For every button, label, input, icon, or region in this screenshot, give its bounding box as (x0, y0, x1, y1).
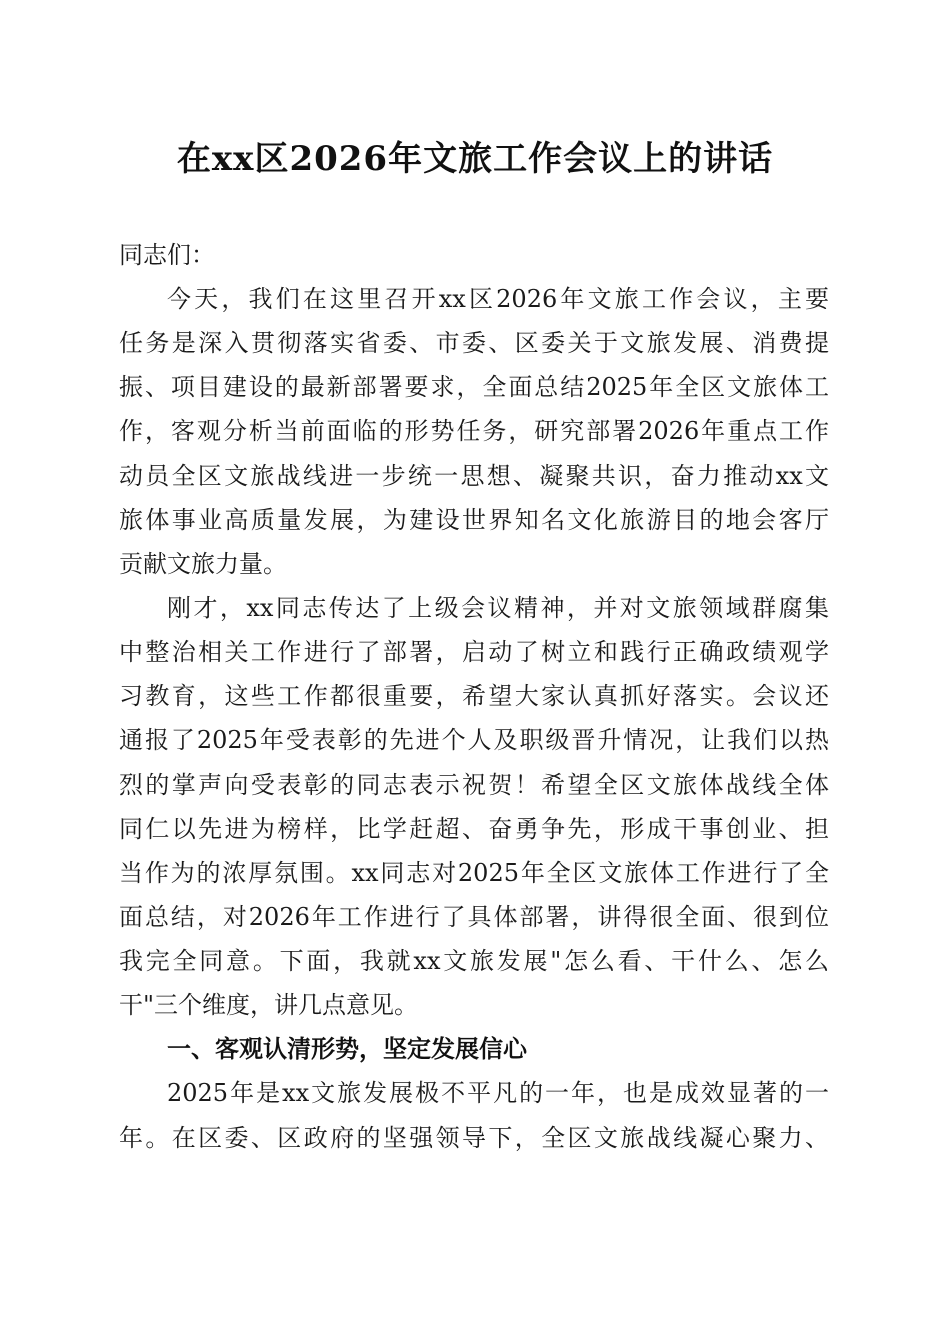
para2-line: 面总结，对2026年工作进行了具体部署，讲得很全面、很到位 (119, 903, 829, 931)
para3-line: 年。在区委、区政府的坚强领导下，全区文旅战线凝心聚力、 (119, 1124, 829, 1152)
para2-line: 我完全同意。下面，我就xx文旅发展"怎么看、干什么、怎么 (119, 947, 829, 975)
para1-line: 贡献文旅力量。 (119, 550, 287, 578)
para2-line: 同仁以先进为榜样，比学赶超、奋勇争先，形成干事创业、担 (119, 815, 829, 843)
para1-line: 旅体事业高质量发展，为建设世界知名文化旅游目的地会客厅 (119, 506, 829, 534)
para3-line: 2025年是xx文旅发展极不平凡的一年，也是成效显著的一 (167, 1079, 829, 1107)
para2-line: 刚才，xx同志传达了上级会议精神，并对文旅领域群腐集 (167, 594, 829, 622)
section-heading: 一、客观认清形势，坚定发展信心 (167, 1035, 527, 1063)
salutation: 同志们： (119, 241, 215, 269)
para2-line: 中整治相关工作进行了部署，启动了树立和践行正确政绩观学 (119, 638, 829, 666)
para2-line: 习教育，这些工作都很重要，希望大家认真抓好落实。会议还 (119, 682, 829, 710)
para1-line: 作，客观分析当前面临的形势任务，研究部署2026年重点工作 (119, 417, 829, 445)
para1-line: 任务是深入贯彻落实省委、市委、区委关于文旅发展、消费提 (119, 329, 829, 357)
para1-line: 动员全区文旅战线进一步统一思想、凝聚共识，奋力推动xx文 (119, 462, 829, 490)
para1-line: 振、项目建设的最新部署要求，全面总结2025年全区文旅体工 (119, 373, 829, 401)
para1-line: 今天，我们在这里召开xx区2026年文旅工作会议，主要 (167, 285, 829, 313)
document-title: 在xx区2026年文旅工作会议上的讲话 (176, 139, 774, 179)
para2-line: 当作为的浓厚氛围。xx同志对2025年全区文旅体工作进行了全 (119, 859, 829, 887)
para2-line: 通报了2025年受表彰的先进个人及职级晋升情况，让我们以热 (119, 726, 829, 754)
para2-line: 烈的掌声向受表彰的同志表示祝贺！希望全区文旅体战线全体 (119, 771, 829, 799)
para2-line: 干"三个维度，讲几点意见。 (119, 991, 419, 1019)
